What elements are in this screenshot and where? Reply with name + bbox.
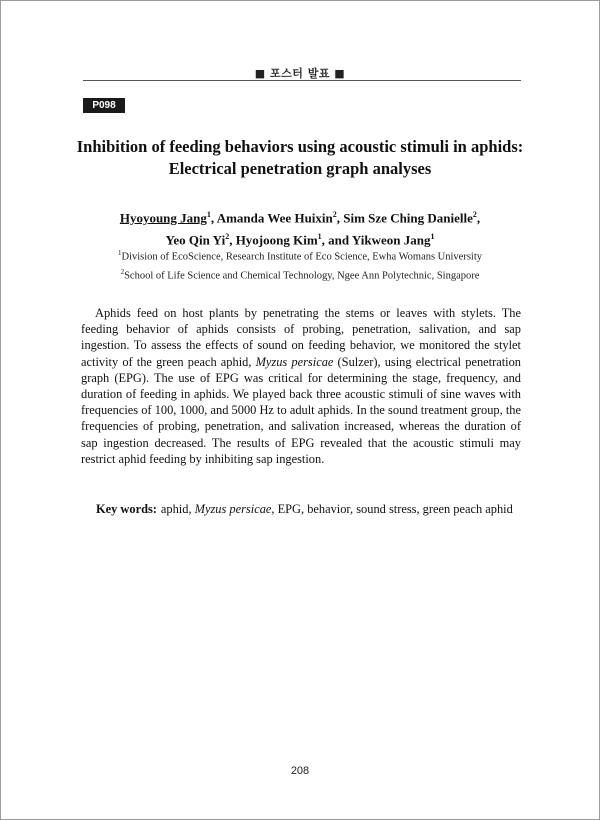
author-name: Hyoyoung Jang <box>119 210 207 226</box>
author-name: Yikweon Jang <box>351 232 431 248</box>
title-line-2: Electrical penetration graph analyses <box>168 159 432 178</box>
affiliations <box>61 246 539 283</box>
affiliation-1 <box>61 246 539 265</box>
abstract-text: (Sulzer), using electrical penetration graph (EPG). The use of EPG was critical for determining the stage, frequency, and duration of feeding in aphids. We played back three acoustic stimuli of sine waves with frequencies of 100, 1000, and 5000 Hz to adult aphids. In the sound treatment group, the frequencies of probing, penetration, and salivation increased, whereas the duration of sap ingestion decreased. The results of EPG revealed that the acoustic stimuli may restrict aphid feeding by inhibiting sap ingestion. <box>81 354 521 466</box>
keywords-text: , EPG, behavior, sound stress, green peach aphid <box>271 502 513 516</box>
author-sep: , <box>210 210 217 226</box>
author-sup: 1 <box>317 232 322 242</box>
author-sep: , <box>229 232 236 248</box>
section-header: ■ 포스터 발표 ■ <box>254 67 346 80</box>
affiliation-text: Division of EcoScience, Research Institute of Eco Science, Ewha Womans University <box>121 251 483 263</box>
keywords-text: aphid, <box>160 502 195 516</box>
title-line-1: Inhibition of feeding behaviors using acoustic stimuli in aphids: <box>76 137 524 156</box>
author-name: Sim Sze Ching Danielle <box>343 210 473 226</box>
page-number: 208 <box>290 765 310 777</box>
author-sep: , <box>476 210 481 226</box>
header-rule <box>83 80 521 81</box>
author-sep: , and <box>321 232 352 248</box>
author-line-1 <box>61 205 539 227</box>
paper-title <box>61 136 539 180</box>
abstract-paragraph <box>81 305 521 467</box>
affiliation-2 <box>61 265 539 284</box>
species-name: Myzus persicae <box>255 354 334 369</box>
affiliation-text: School of Life Science and Chemical Technology, Ngee Ann Polytechnic, Singapore <box>124 270 480 281</box>
keywords <box>96 501 521 517</box>
author-name: Amanda Wee Huixin <box>216 210 333 226</box>
abstract-text: Aphids feed on host plants by penetrating the stems or leaves with stylets. The feeding behavior of aphids consists of probing, penetration, salivation, and sap ingestion. To assess the effects of sound on feeding behavior, we monitored the stylet activity of the green peach aphid, <box>81 306 521 369</box>
species-name: Myzus persicae <box>194 502 272 516</box>
author-list <box>61 205 539 250</box>
author-sup: 1 <box>206 210 211 219</box>
author-name: Yeo Qin Yi <box>165 232 226 248</box>
author-sup: 2 <box>225 232 230 242</box>
keywords-label: Key words: <box>96 502 157 516</box>
author-sup: 2 <box>472 210 477 219</box>
author-sup: 1 <box>430 232 435 242</box>
keywords-value <box>161 501 521 517</box>
author-name: Hyojoong Kim <box>235 232 318 248</box>
author-sep: , <box>336 210 344 226</box>
poster-id-badge: P098 <box>83 98 125 113</box>
affiliation-sup: 1 <box>117 249 122 257</box>
author-sup: 2 <box>332 210 337 219</box>
affiliation-sup: 2 <box>120 267 125 276</box>
